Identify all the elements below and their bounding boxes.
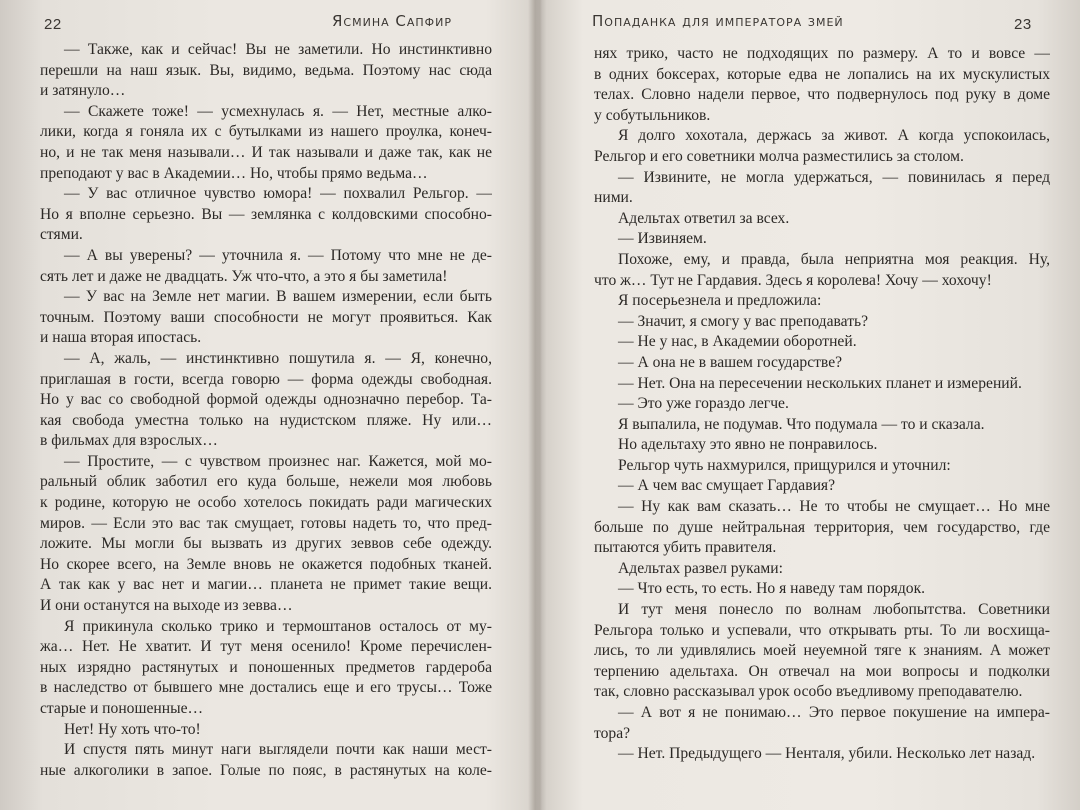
text-line: — Нет. Она на пересечении нескольких планет и измерений. — [618, 374, 1022, 392]
text-line: нях трико, часто не подходящих по размеру. А то и вовсе — — [594, 45, 1050, 62]
text-line: — Извините, не могла удержаться, — повинилась я перед — [618, 168, 1050, 186]
text-line: — Также, как и сейчас! Вы не заметили. Но инстинктивно — [64, 41, 492, 58]
text-line: ними. — [594, 189, 633, 207]
text-line: в фильмах для взрослых… — [40, 432, 218, 450]
text-line: кая свобода уместна только на нудистском пляже. Ну или… — [40, 411, 492, 429]
text-line: тора? — [594, 724, 631, 742]
text-line: и затянуло… — [40, 82, 126, 100]
text-line: жа… Нет. Не хватит. И тут меня осенило! Кроме перечислен- — [40, 638, 492, 656]
text-line: телах. Словно надели первое, что подвернулось под руку в доме — [594, 86, 1050, 104]
text-line: И они останутся на выходе из зевва… — [40, 597, 293, 615]
text-line: пытаются убить правителя. — [594, 539, 777, 557]
text-line: в наследство от бывшего мне достались еще и его трусы… Тоже — [40, 679, 492, 697]
text-line: перешли на наш язык. Вы, видимо, ведьма. Поэтому нас сюда — [40, 61, 492, 79]
text-line: — У вас на Земле нет магии. В вашем измерении, если быть — [64, 288, 492, 306]
text-line: — А она не в вашем государстве? — [618, 353, 843, 371]
left-page — [0, 0, 530, 810]
text-line: Рельгор и его советники молча разместились за столом. — [594, 147, 964, 165]
text-line: Но скорее всего, на Земле вновь не окажется подобных тканей. — [40, 555, 492, 573]
text-line: преподают у вас в Академии… Но, чтобы прямо ведьма… — [40, 164, 428, 182]
text-line: Рельгора только и успевали, что открывать рты. То ли восхища- — [594, 621, 1050, 639]
text-line: — А вы уверены? — уточнила я. — Потому что мне не де- — [64, 246, 492, 264]
text-line: к родине, которую не особо хотелось покидать ради магических — [40, 494, 492, 512]
text-line: Адельтах развел руками: — [618, 559, 783, 577]
text-line: стями. — [40, 226, 83, 244]
text-line: А так как у вас нет и магии… планета не примет такие вещи. — [40, 576, 492, 594]
text-line: приглашая в гости, всегда говорю — форма одежды свободная. — [40, 370, 492, 388]
text-line: — А чем вас смущает Гардавия? — [618, 477, 836, 495]
text-line: Адельтах ответил за всех. — [618, 209, 790, 227]
text-line: Я посерьезнела и предложила: — [618, 292, 822, 310]
text-line: Но я вполне серьезно. Вы — землянка с колдовскими способно- — [40, 205, 492, 223]
text-line: у собутыльников. — [594, 106, 711, 124]
text-line: и наша вторая ипостась. — [40, 329, 202, 347]
text-line: Я прикинула сколько трико и термоштанов осталось от му- — [64, 617, 492, 635]
right-page-number: 23 — [1014, 16, 1032, 33]
text-line: лики, когда я гоняла их с бутылками из нашего проулка, конеч- — [40, 123, 492, 141]
right-running-header: Попаданка для императора змей — [592, 12, 844, 30]
text-line: — Это уже гораздо легче. — [618, 395, 789, 413]
text-line: терпению адельтаха. Он отвечал на мои вопросы и подколки — [594, 662, 1050, 680]
right-page-body — [594, 44, 1050, 765]
text-line: — Что есть, то есть. Но я наведу там порядок. — [618, 580, 926, 598]
text-line: Но у вас со свободной формой одежды однозначно перебор. Та- — [40, 391, 492, 409]
text-line: ложите. Мы могли бы вызвать из других зеввов себе одежду. — [40, 535, 492, 553]
right-page — [540, 0, 1080, 810]
text-line: — А, жаль, — инстинктивно пошутила я. — Я, конечно, — [64, 349, 492, 367]
text-line: точным. Поэтому ваши способности не могут проявиться. Как — [40, 308, 492, 326]
text-line: — Нет. Предыдущего — Ненталя, убили. Несколько лет назад. — [618, 745, 1036, 763]
text-line: — Простите, — с чувством произнес наг. Кажется, мой мо- — [64, 452, 492, 470]
text-line: — У вас отличное чувство юмора! — похвалил Рельгор. — — [64, 185, 492, 203]
text-line: сять лет и даже не двадцать. Уж что-что, а это я бы заметила! — [40, 267, 448, 285]
left-page-body — [40, 40, 492, 781]
text-line: — Скажете тоже! — усмехнулась я. — Нет, местные алко- — [64, 102, 492, 120]
text-line: ных изрядно растянутых и поношенных предметов гардероба — [40, 658, 492, 676]
text-line: так, словно рассказывал урок особо въедливому преподавателю. — [594, 683, 1023, 701]
text-line: Рельгор чуть нахмурился, прищурился и уточнил: — [618, 456, 951, 474]
text-line: Но адельтаху это явно не понравилось. — [618, 436, 878, 454]
text-line: И тут меня понесло по волнам любопытства. Советники — [618, 601, 1050, 619]
text-line: — Не у нас, в Академии оборотней. — [618, 333, 857, 351]
text-line: — Ну как вам сказать… Не то чтобы не смущает… Но мне — [618, 498, 1050, 516]
text-line: но, и не так меня называли… И так называли и даже так, как не — [40, 143, 492, 161]
text-line: Я выпалила, не подумав. Что подумала — то и сказала. — [618, 415, 985, 433]
text-line: ные алкоголики в запое. Голые по пояс, в растянутых на коле- — [40, 761, 492, 779]
text-line: ральный облик заботил его куда больше, нежели моя любовь — [40, 473, 492, 491]
text-line: — Извиняем. — [618, 230, 707, 248]
text-line: лись, то ли удивлялись моей неуемной тяге к знаниям. А может — [594, 642, 1050, 660]
text-line: миров. — Если это вас так смущает, готовы надеть то, что пред- — [40, 514, 492, 532]
text-line: Нет! Ну хоть что-то! — [64, 720, 201, 738]
text-line: Похоже, ему, и правда, была неприятна моя реакция. Ну, — [618, 250, 1050, 268]
text-line: — Значит, я смогу у вас преподавать? — [618, 312, 869, 330]
left-running-header: Ясмина Сапфир — [332, 12, 452, 30]
text-line: больше по душе нейтральная территория, чем государство, где — [594, 518, 1050, 536]
text-line: старые и поношенные… — [40, 700, 204, 717]
text-line: в одних боксерах, которые едва не лопались на их мускулистых — [594, 65, 1050, 83]
text-line: Я долго хохотала, держась за живот. А когда успокоилась, — [618, 127, 1050, 145]
text-line: И спустя пять минут наги выглядели почти как наши мест- — [64, 741, 492, 759]
text-line: — А вот я не понимаю… Это первое покушение на импера- — [618, 704, 1050, 721]
left-page-number: 22 — [44, 16, 62, 33]
text-line: что ж… Тут не Гардавия. Здесь я королева! Хочу — хохочу! — [594, 271, 992, 289]
